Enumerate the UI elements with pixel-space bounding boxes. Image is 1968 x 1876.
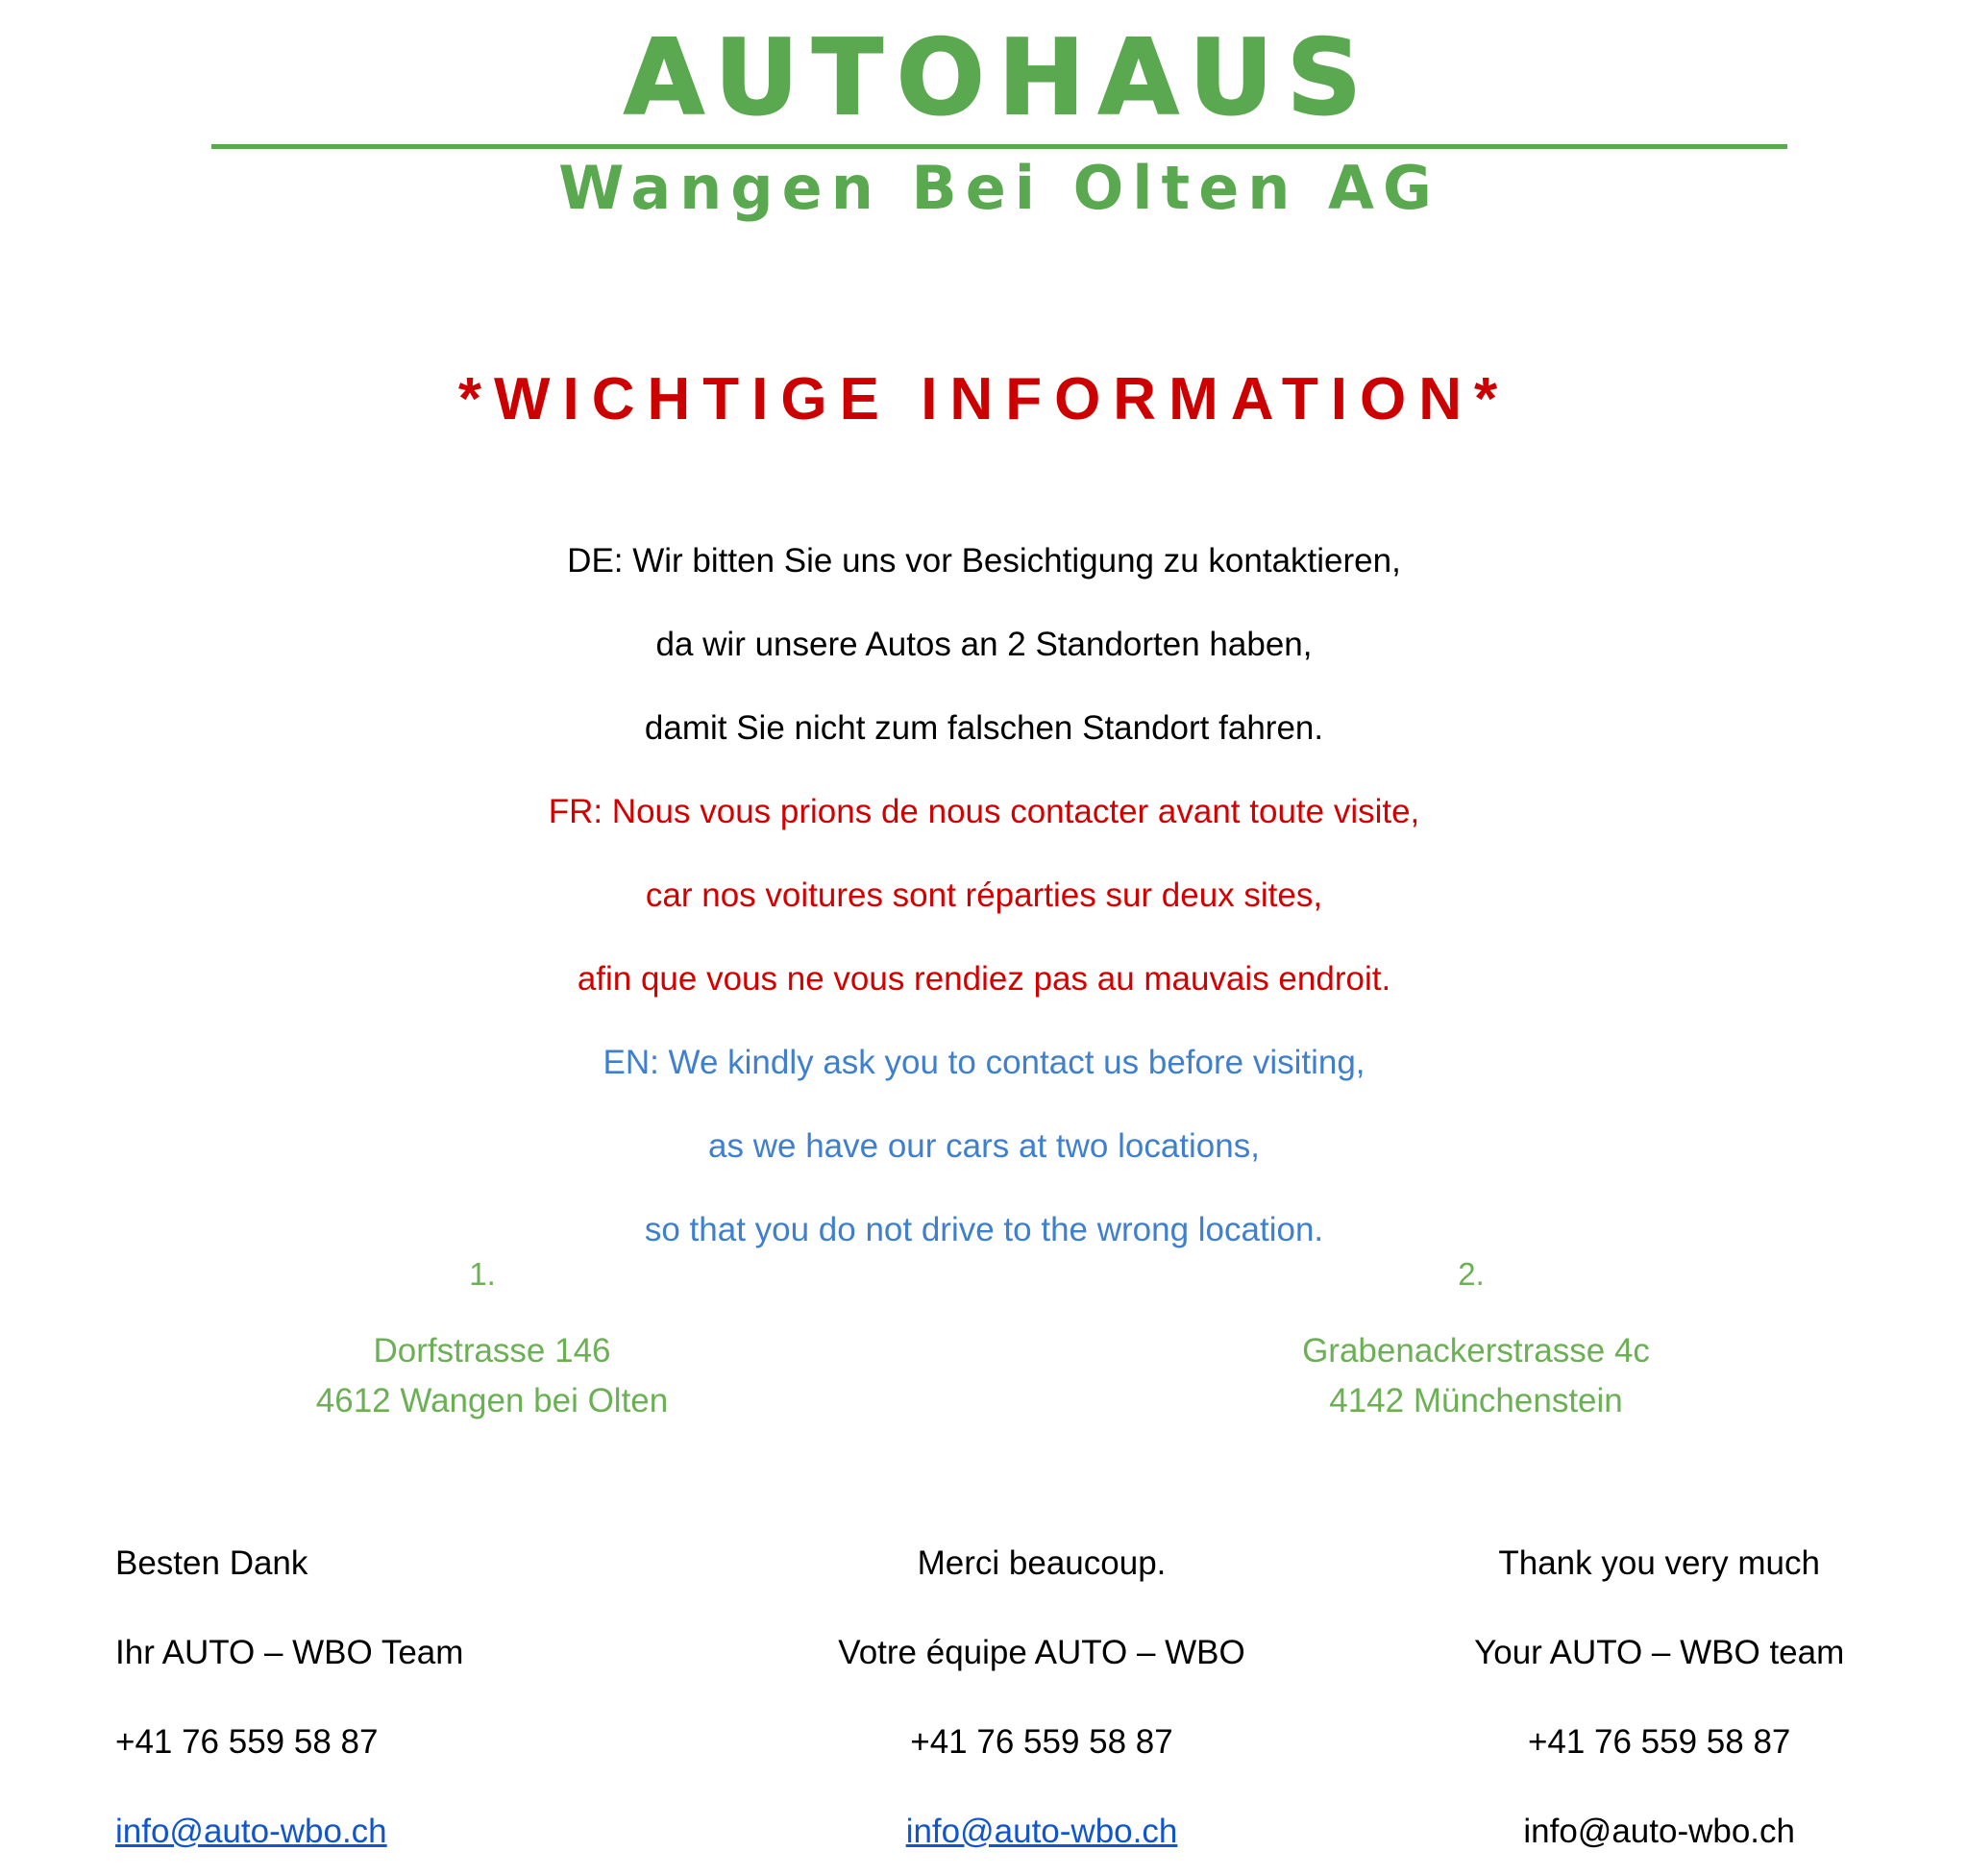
company-logo (183, 18, 1816, 267)
location-2 (984, 1249, 1968, 1426)
logo-divider-rule (211, 144, 1787, 149)
notice-line-fr-2: car nos voitures sont réparties sur deux sites, (645, 876, 1323, 914)
signoff-phone-fr: +41 76 559 58 87 (910, 1723, 1173, 1761)
signoff-email-de[interactable]: info@auto-wbo.ch (115, 1813, 387, 1850)
location-2-street: Grabenackerstrasse 4c (1302, 1332, 1650, 1370)
notice-line-en-2: as we have our cars at two locations, (708, 1127, 1260, 1165)
notice-line-fr-1: FR: Nous vous prions de nous contacter avant toute visite, (548, 793, 1420, 830)
signoff-thanks-de: Besten Dank (115, 1544, 308, 1582)
notice-line-de-3: damit Sie nicht zum falschen Standort fahren. (644, 709, 1324, 747)
locations-section (0, 1249, 1968, 1426)
location-1-street: Dorfstrasse 146 (373, 1332, 611, 1370)
signoff-phone-en: +41 76 559 58 87 (1527, 1723, 1791, 1761)
signoff-column-fr (733, 1518, 1351, 1876)
notice-body (0, 519, 1968, 1271)
signoff-team-en: Your AUTO – WBO team (1474, 1634, 1845, 1671)
signoff-thanks-fr: Merci beaucoup. (917, 1544, 1167, 1582)
logo-wordmark-secondary: Wangen Bei Olten AG (558, 153, 1440, 223)
signoff-section (0, 1518, 1968, 1876)
notice-line-de-1: DE: Wir bitten Sie uns vor Besichtigung zu kontaktieren, (567, 542, 1401, 580)
notice-line-fr-3: afin que vous ne vous rendiez pas au mauvais endroit. (577, 960, 1391, 998)
logo-wordmark-primary: AUTOHAUS (624, 18, 1375, 138)
signoff-team-de: Ihr AUTO – WBO Team (115, 1634, 464, 1671)
signoff-phone-de: +41 76 559 58 87 (115, 1723, 379, 1761)
signoff-thanks-en: Thank you very much (1498, 1544, 1820, 1582)
location-2-number: 2. (1458, 1256, 1485, 1292)
notice-line-en-3: so that you do not drive to the wrong location. (644, 1211, 1324, 1248)
notice-line-en-1: EN: We kindly ask you to contact us before visiting, (603, 1044, 1365, 1081)
notice-line-de-2: da wir unsere Autos an 2 Standorten haben, (655, 626, 1313, 663)
signoff-email-fr[interactable]: info@auto-wbo.ch (905, 1813, 1178, 1850)
location-1-number: 1. (469, 1256, 496, 1292)
signoff-column-de (0, 1518, 733, 1876)
location-1-city: 4612 Wangen bei Olten (315, 1382, 669, 1419)
page-title: *WICHTIGE INFORMATION* (457, 366, 1511, 432)
location-1 (0, 1249, 984, 1426)
location-2-city: 4142 Münchenstein (1329, 1382, 1623, 1419)
signoff-column-en (1350, 1518, 1968, 1876)
signoff-team-fr: Votre équipe AUTO – WBO (838, 1634, 1245, 1671)
signoff-email-en: info@auto-wbo.ch (1523, 1813, 1795, 1850)
